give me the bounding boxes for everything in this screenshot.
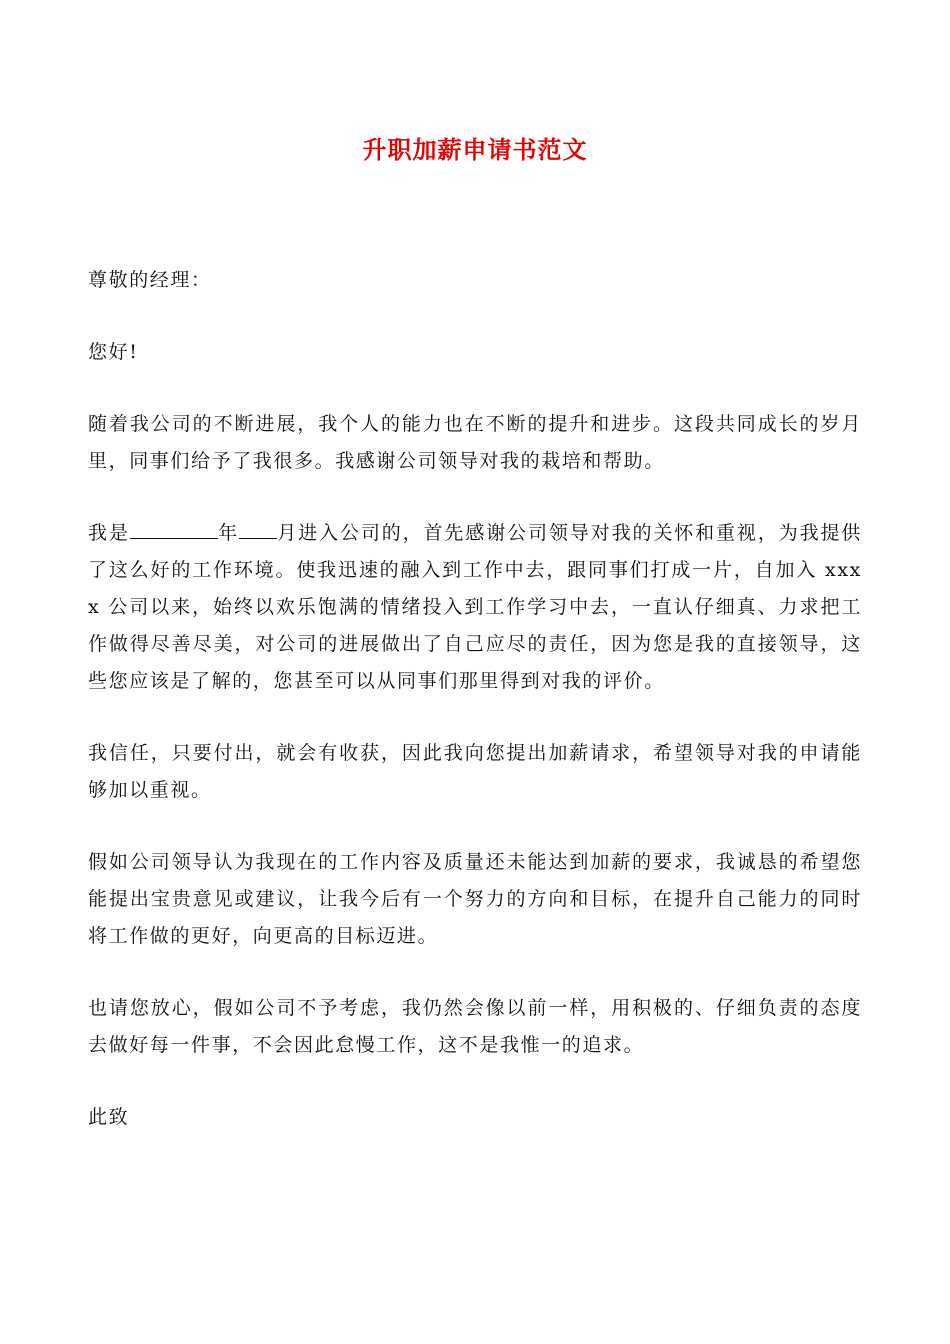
greeting: 您好! [88,341,139,363]
document-title: 升职加薪申请书范文 [362,136,588,164]
year-blank [130,516,218,539]
paragraph-1: 随着我公司的不断进展，我个人的能力也在不断的提升和进步。这段共同成长的岁月里，同事们给予了我很多。我感谢公司领导对我的栽培和帮助。 [88,413,862,472]
paragraph-2 [88,515,862,700]
paragraph-2-rest: 月进入公司的，首先感谢公司领导对我的关怀和重视，为我提供了这么好的工作环境。使我迅速的融入到工作中去，跟同事们打成一片，自加入 xxxx 公司以来，始终以欢乐饱满的情绪投入到工作学习中去，一直认仔细真、力求把工作做得尽善尽美，对公司的进展做出了自己应尽的责任，因为您是我的直接领导，这些您应该是了解的，您甚至可以从同事们那里得到对我的评价。 [88,522,862,692]
letter-body [88,262,862,1136]
paragraph-3: 我信任，只要付出，就会有收获，因此我向您提出加薪请求，希望领导对我的申请能够加以重视。 [88,742,862,801]
month-blank [239,516,277,539]
paragraph-5: 也请您放心，假如公司不予考虑，我仍然会像以前一样，用积极的、仔细负责的态度去做好每一件事，不会因此怠慢工作，这不是我惟一的追求。 [88,997,862,1056]
closing: 此致 [88,1106,130,1128]
paragraph-2-year: 年 [217,522,239,544]
salutation: 尊敬的经理： [88,269,212,291]
paragraph-4: 假如公司领导认为我现在的工作内容及质量还未能达到加薪的要求，我诚恳的希望您能提出宝贵意见或建议，让我今后有一个努力的方向和目标，在提升自己能力的同时将工作做的更好，向更高的目标迈进。 [88,851,862,947]
paragraph-2-start: 我是 [88,522,130,544]
